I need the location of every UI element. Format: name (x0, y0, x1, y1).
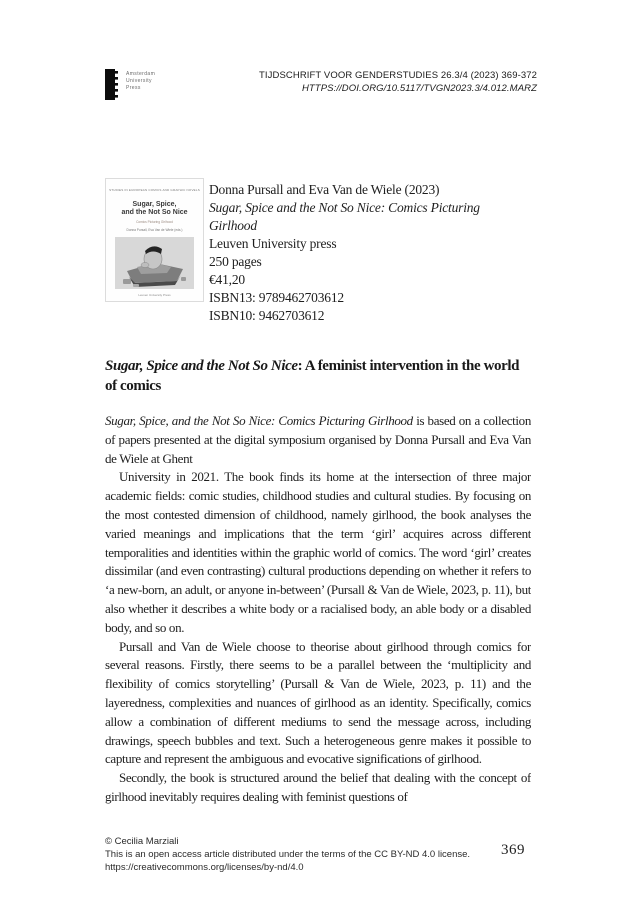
book-pages: 250 pages (209, 254, 262, 269)
doi-link[interactable]: HTTPS://DOI.ORG/10.5117/TVGN2023.3/4.012.MARZ (301, 82, 537, 94)
logo-line-1: Amsterdam (126, 71, 156, 77)
article-title (105, 357, 533, 396)
paragraph-1-text: is based on a collection of papers presented at the digital symposium organised by Donna Pursall and Eva Van de Wiele at Ghent (105, 413, 531, 466)
cover-series-line: STUDIES IN EUROPEAN COMICS AND GRAPHIC NOVELS (109, 188, 200, 192)
book-isbn10: ISBN10: 9462703612 (209, 308, 325, 323)
cover-title-line-2: and the Not So Nice (121, 209, 188, 216)
paragraph-3: Pursall and Van de Wiele choose to theorise about girlhood through comics for several reasons. Firstly, there seems to be a parallel between the ‘multiplicity and flexibility of comics storytelling’ (Pursall & Van de Wiele, 2023, p. 11) and the layeredness, complexities and nuances of girlhood as an identity. Specifically, comics allow a combination of different mediums to send the message across, including drawings, speech bubbles and text. Such a heterogeneous genre makes it possible to capture and represent the ambiguous and evocative significations of girlhood. (105, 638, 531, 767)
cover-imprint: Leuven University Press (138, 293, 171, 297)
copyright-line: © Cecilia Marziali (105, 836, 179, 847)
book-byline: Donna Pursall and Eva Van de Wiele (2023) (209, 182, 440, 197)
cover-authors: Donna Pursall, Eva Van de Wiele (eds.) (126, 228, 183, 232)
article-title-book-name: Sugar, Spice and the Not So Nice (105, 358, 298, 374)
license-url[interactable]: https://creativecommons.org/licenses/by-nd/4.0 (105, 862, 304, 873)
publisher-logo-text (126, 71, 155, 92)
book-title: Sugar, Spice and the Not So Nice: Comics Picturing Girlhood (209, 200, 480, 233)
page-number: 369 (501, 842, 525, 858)
article-title-rest: : A feminist intervention in the world of comics (105, 358, 520, 394)
book-cover (105, 178, 204, 302)
paragraph-2: University in 2021. The book finds its home at the intersection of three major academic fields: comic studies, childhood studies and cultural studies. By focusing on the most contested dimension of childhood, namely girlhood, the book analyses the varied meanings and implications that the term ‘girl’ acquires across different temporalities and identities within the graphic world of comics. The word ‘girl’ creates dissimilar (and even contrasting) cultural productions depending on whether it refers to ‘a new-born, an adult, or anyone in-between’ (Pursall & Van de Wiele, 2023, p. 11), but also whether it describes a white body or a racialised body, an able body or a disabled body, and so on. (105, 469, 531, 635)
license-line: This is an open access article distributed under the terms of the CC BY-ND 4.0 license. (105, 849, 471, 860)
paragraph-4: Secondly, the book is structured around the belief that dealing with the concept of girlhood inevitably requires dealing with feminist questions of (105, 770, 531, 804)
book-citation (209, 181, 519, 325)
cover-subtitle: Comics Picturing Girlhood (136, 220, 173, 224)
book-publisher: Leuven University press (209, 236, 337, 251)
article-body (105, 412, 531, 824)
cover-illustration (115, 237, 194, 289)
journal-header (259, 70, 537, 95)
paragraph-1 (105, 412, 531, 468)
book-isbn13: ISBN13: 9789462703612 (209, 290, 344, 305)
aup-logo-icon (105, 69, 119, 100)
logo-line-3: Press (126, 85, 141, 91)
cover-title (106, 201, 203, 217)
logo-line-2: University (126, 78, 152, 84)
book-price: €41,20 (209, 272, 245, 287)
journal-citation-line: TIJDSCHRIFT VOOR GENDERSTUDIES 26.3/4 (2023) 369-372 (259, 70, 537, 81)
publisher-logo (105, 69, 155, 100)
cover-title-line-1: Sugar, Spice, (132, 201, 177, 208)
paragraph-1-book-title: Sugar, Spice, and the Not So Nice: Comics Picturing Girlhood (105, 413, 413, 428)
license-block (105, 835, 470, 874)
